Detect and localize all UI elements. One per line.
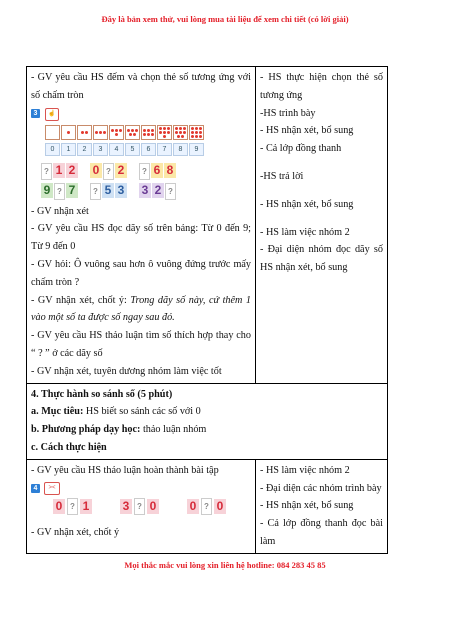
method-label: b. Phương pháp dạy học: [31,424,141,436]
section-title: 4. Thực hành so sánh số (5 phút) [31,388,173,400]
dot [199,127,202,130]
teacher-step: - GV yêu cầu HS thảo luận tìm số thích hợp thay cho “ ? ” ở các dãy số [31,330,251,359]
student-step: - Cả lớp đồng thanh [260,143,342,155]
sequence-number: 0 [90,163,102,178]
dot [99,131,102,134]
dot [179,131,182,134]
number-card[interactable]: 3 [93,143,108,156]
dot-card [141,125,156,140]
sequence-number: 5 [102,183,114,198]
dot [127,129,130,132]
compare-sign-slot[interactable]: ? [134,498,145,515]
dot [163,127,166,130]
teacher-step: - GV yêu cầu HS đọc dãy số trên bảng: Từ 0 đến 9; Từ 9 đến 0 [31,223,251,253]
student-step: - HS nhận xét, bổ sung [260,198,354,210]
dot-card [61,125,76,140]
lesson-table [26,66,388,554]
compare-pair [120,498,159,515]
dot-card [173,125,188,140]
sequence-number: 7 [66,183,78,198]
dot [199,131,202,134]
dot [163,131,166,134]
sequence-number: 3 [115,183,127,198]
dot [133,133,136,136]
activity-row [27,459,388,553]
student-step: - HS làm việc nhóm 2 [260,464,350,476]
student-step: - Cả lớp đồng thanh đọc bài làm [260,518,383,547]
dot [199,135,202,138]
teacher-step-lead: - GV nhận xét, chốt ý: [31,294,131,306]
number-card-row [45,143,204,156]
dot-card [189,125,204,140]
dot [115,133,118,136]
dot [103,131,106,134]
compare-row [53,498,226,515]
number-sequence [41,163,78,180]
sequence-number: 1 [53,163,65,178]
student-step: - Đại diện các nhóm trình bày [260,482,382,494]
dot [195,135,198,138]
number-sequence [90,183,127,200]
dot [175,131,178,134]
sequence-number: 2 [66,163,78,178]
dot [135,129,138,132]
dot [147,133,150,136]
footer-banner: Mọi thắc mắc vui lòng xin liên hệ hotline: 084 283 45 85 [124,560,326,570]
counting-exercise-figure [31,107,251,203]
student-step: - Đại diện nhóm đọc dãy số HS nhận xét, bổ sung [260,244,383,274]
compare-left-number: 3 [120,499,132,514]
dot [191,131,194,134]
dot [179,127,182,130]
exercise-number-badge: 3 [31,109,40,118]
section-procedure-label: c. Cách thực hiện [31,441,107,453]
dot [167,131,170,134]
sequence-row-2 [41,183,176,200]
sequence-number: 2 [152,183,164,198]
sequence-number: 3 [139,183,151,198]
sequence-row-1 [41,163,176,180]
exercise-number-badge: 4 [31,484,40,493]
section-objective [31,403,383,421]
sequence-number: 6 [151,163,163,178]
dot [119,129,122,132]
sequence-number: 9 [41,183,53,198]
dot [167,127,170,130]
student-step: - HS làm việc nhóm 2 [260,226,350,238]
activity-row [27,67,388,384]
student-step: -HS trình bày [260,107,316,119]
dot [159,131,162,134]
dot [163,135,166,138]
dot [191,135,194,138]
dot-card [77,125,92,140]
compare-symbol-icon: >< [44,482,60,495]
dot [181,135,184,138]
compare-right-number: 0 [214,499,226,514]
dot-card [93,125,108,140]
header-banner: Đây là bản xem thử, vui lòng mua tài liệu để xem chi tiết (có lời giải) [101,14,349,24]
number-card[interactable]: 0 [45,143,60,156]
teacher-step: - GV nhận xét [31,205,89,217]
section-method [31,421,383,439]
dot [85,131,88,134]
missing-number-slot[interactable]: ? [139,163,150,180]
section-4-cell [27,383,388,459]
compare-sign-slot[interactable]: ? [67,498,78,515]
student-step: -HS trả lời [260,170,304,182]
dot [143,133,146,136]
objective-text: HS biết so sánh các số với 0 [83,406,201,418]
missing-number-slot[interactable]: ? [90,183,101,200]
teacher-step: - GV yêu cầu HS đếm và chọn thẻ số tương ứng với số chấm tròn [31,72,251,101]
student-step: - HS thực hiện chọn thẻ số tương ứng [260,72,383,101]
number-card[interactable]: 5 [125,143,140,156]
dot-card [157,125,172,140]
student-column [256,67,388,384]
compare-pair [187,498,226,515]
dot [111,129,114,132]
compare-exercise-figure [31,482,251,524]
teacher-step: - GV hỏi: Ô vuông sau hơn ô vuông đứng trước mấy chấm tròn ? [31,258,251,288]
dot-card [125,125,140,140]
method-text: thảo luận nhóm [140,424,207,436]
dot [159,127,162,130]
number-card[interactable]: 7 [157,143,172,156]
number-card[interactable]: 6 [141,143,156,156]
student-step: - HS nhận xét, bổ sung [260,125,354,137]
teacher-column [27,459,256,553]
sequence-number: 8 [164,163,176,178]
number-card[interactable]: 2 [77,143,92,156]
dot-card-row [45,125,204,140]
dot [143,129,146,132]
dot-card [45,125,60,140]
compare-right-number: 0 [147,499,159,514]
teacher-column [27,67,256,384]
compare-right-number: 1 [80,499,92,514]
dot [131,129,134,132]
dot [95,131,98,134]
number-card[interactable]: 4 [109,143,124,156]
section-row [27,383,388,459]
missing-number-slot[interactable]: ? [41,163,52,180]
teacher-step: - GV nhận xét, tuyên dương nhóm làm việc tốt [31,365,222,377]
sequence-number: 2 [115,163,127,178]
teacher-step: - GV nhận xét, chốt ý [31,526,120,538]
number-sequence [90,163,127,180]
teacher-step [31,292,251,328]
number-card[interactable]: 1 [61,143,76,156]
number-card[interactable]: 9 [189,143,204,156]
dot [81,131,84,134]
dot [177,135,180,138]
dot [195,127,198,130]
dot [191,127,194,130]
dot [151,129,154,132]
number-sequence [139,163,176,180]
dot [195,131,198,134]
dot [67,131,70,134]
student-column [256,459,388,553]
dot [175,127,178,130]
teacher-step: - GV yêu cầu HS thảo luận hoàn thành bài tập [31,464,219,476]
dot [183,127,186,130]
hand-card-icon: ☝ [45,108,59,121]
number-sequence [139,183,176,200]
student-step: - HS nhận xét, bổ sung [260,500,354,512]
compare-left-number: 0 [187,499,199,514]
missing-number-slot[interactable]: ? [54,183,65,200]
missing-number-slot[interactable]: ? [103,163,114,180]
dot [147,129,150,132]
missing-number-slot[interactable]: ? [165,183,176,200]
compare-left-number: 0 [53,499,65,514]
dot [183,131,186,134]
objective-label: a. Mục tiêu: [31,406,84,418]
dot [151,133,154,136]
dot-card [109,125,124,140]
dot [129,133,132,136]
teacher-step-conclusion: Trong dãy số này, cứ thêm 1 vào một số ta được số ngay sau đó. [31,294,251,324]
dot [115,129,118,132]
number-card[interactable]: 8 [173,143,188,156]
number-sequence [41,183,78,200]
compare-pair [53,498,92,515]
compare-sign-slot[interactable]: ? [201,498,212,515]
